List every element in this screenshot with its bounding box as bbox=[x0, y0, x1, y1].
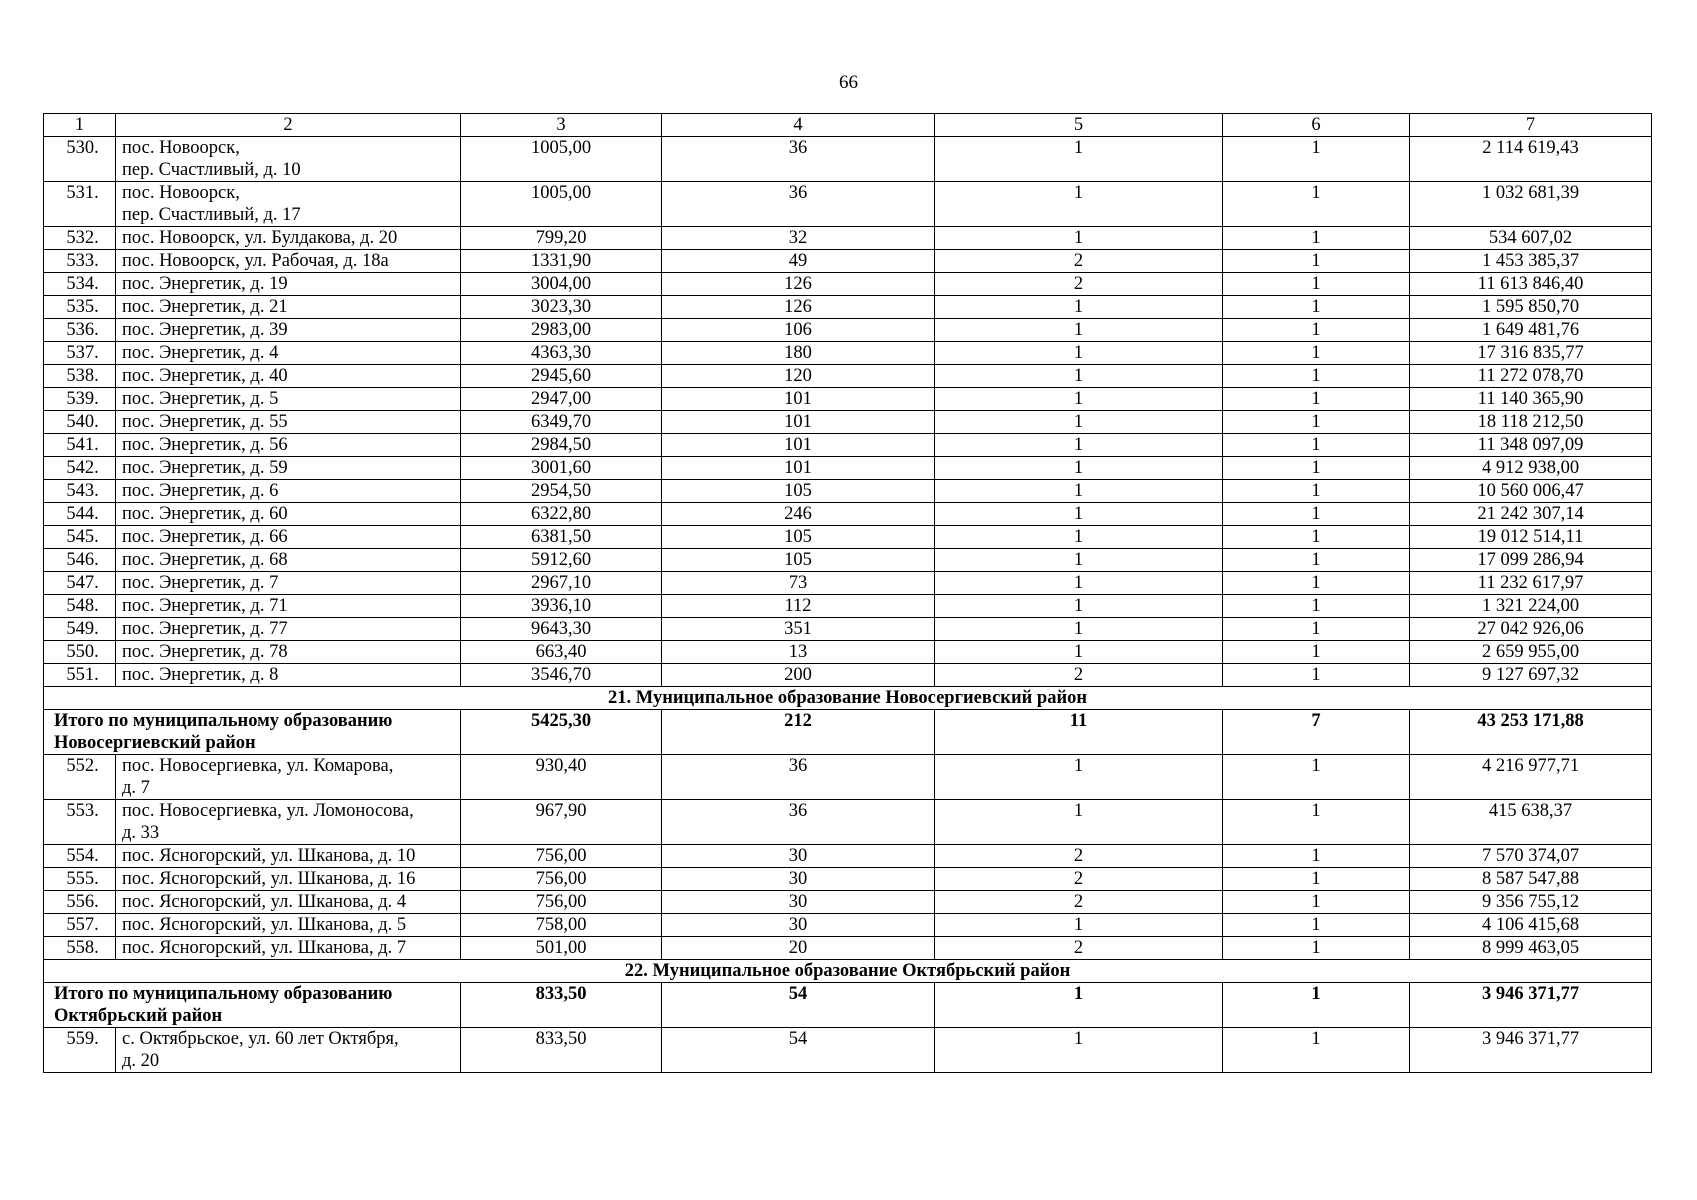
address-cell: пос. Энергетик, д. 40 bbox=[116, 365, 461, 388]
table-row bbox=[44, 342, 1652, 365]
total-row bbox=[44, 710, 1652, 755]
table-row bbox=[44, 227, 1652, 250]
row-number: 542. bbox=[44, 457, 116, 480]
residents-cell: 36 bbox=[662, 755, 935, 800]
count-6-cell: 1 bbox=[1223, 549, 1410, 572]
address-cell: пос. Энергетик, д. 77 bbox=[116, 618, 461, 641]
count-5-cell: 1 bbox=[935, 549, 1223, 572]
residents-cell: 73 bbox=[662, 572, 935, 595]
count-5-cell: 1 bbox=[935, 296, 1223, 319]
count-6-cell: 1 bbox=[1223, 342, 1410, 365]
residents-cell: 200 bbox=[662, 664, 935, 687]
count-6-cell: 1 bbox=[1223, 891, 1410, 914]
total-label: Итого по муниципальному образованию Октябрьский район bbox=[44, 983, 461, 1028]
column-header: 6 bbox=[1223, 114, 1410, 137]
count-5-cell: 2 bbox=[935, 937, 1223, 960]
address-cell: пос. Ясногорский, ул. Шканова, д. 7 bbox=[116, 937, 461, 960]
address-cell: пос. Энергетик, д. 21 bbox=[116, 296, 461, 319]
cost-cell: 4 106 415,68 bbox=[1410, 914, 1652, 937]
count-6-cell: 1 bbox=[1223, 572, 1410, 595]
count-5-cell: 1 bbox=[935, 572, 1223, 595]
count-5-cell: 1 bbox=[935, 388, 1223, 411]
area-cell: 1331,90 bbox=[461, 250, 662, 273]
row-number: 538. bbox=[44, 365, 116, 388]
table-row bbox=[44, 388, 1652, 411]
area-cell: 2947,00 bbox=[461, 388, 662, 411]
area-cell: 930,40 bbox=[461, 755, 662, 800]
table-row bbox=[44, 1028, 1652, 1073]
cost-cell: 11 232 617,97 bbox=[1410, 572, 1652, 595]
count-6-cell: 1 bbox=[1223, 480, 1410, 503]
area-cell: 799,20 bbox=[461, 227, 662, 250]
address-cell: пос. Новоорск, ул. Рабочая, д. 18а bbox=[116, 250, 461, 273]
address-cell: пос. Энергетик, д. 5 bbox=[116, 388, 461, 411]
residents-cell: 126 bbox=[662, 273, 935, 296]
section-heading-row bbox=[44, 687, 1652, 710]
address-cell: пос. Энергетик, д. 8 bbox=[116, 664, 461, 687]
count-5-cell: 1 bbox=[935, 411, 1223, 434]
table-row bbox=[44, 296, 1652, 319]
cost-cell: 1 032 681,39 bbox=[1410, 182, 1652, 227]
section-heading: 21. Муниципальное образование Новосергиевский район bbox=[44, 687, 1652, 710]
area-cell: 833,50 bbox=[461, 1028, 662, 1073]
count-6-cell: 1 bbox=[1223, 937, 1410, 960]
table-row bbox=[44, 755, 1652, 800]
residents-cell: 49 bbox=[662, 250, 935, 273]
table-row bbox=[44, 182, 1652, 227]
count-5-cell: 1 bbox=[935, 914, 1223, 937]
residents-cell: 36 bbox=[662, 800, 935, 845]
count-5-cell: 1 bbox=[935, 800, 1223, 845]
count-6-cell: 1 bbox=[1223, 503, 1410, 526]
cost-cell: 18 118 212,50 bbox=[1410, 411, 1652, 434]
row-number: 552. bbox=[44, 755, 116, 800]
table-row bbox=[44, 641, 1652, 664]
column-header: 1 bbox=[44, 114, 116, 137]
row-number: 559. bbox=[44, 1028, 116, 1073]
total-row bbox=[44, 983, 1652, 1028]
address-cell: пос. Энергетик, д. 68 bbox=[116, 549, 461, 572]
cost-cell: 2 114 619,43 bbox=[1410, 137, 1652, 182]
table-row bbox=[44, 480, 1652, 503]
cost-cell: 4 912 938,00 bbox=[1410, 457, 1652, 480]
address-cell: пос. Энергетик, д. 55 bbox=[116, 411, 461, 434]
total-count-5: 11 bbox=[935, 710, 1223, 755]
area-cell: 9643,30 bbox=[461, 618, 662, 641]
table-row bbox=[44, 595, 1652, 618]
residents-cell: 30 bbox=[662, 868, 935, 891]
area-cell: 756,00 bbox=[461, 868, 662, 891]
cost-cell: 2 659 955,00 bbox=[1410, 641, 1652, 664]
residents-cell: 101 bbox=[662, 457, 935, 480]
count-6-cell: 1 bbox=[1223, 365, 1410, 388]
total-count-6: 1 bbox=[1223, 983, 1410, 1028]
total-cost: 3 946 371,77 bbox=[1410, 983, 1652, 1028]
count-6-cell: 1 bbox=[1223, 914, 1410, 937]
area-cell: 5912,60 bbox=[461, 549, 662, 572]
row-number: 550. bbox=[44, 641, 116, 664]
count-6-cell: 1 bbox=[1223, 526, 1410, 549]
residents-cell: 36 bbox=[662, 137, 935, 182]
residents-cell: 20 bbox=[662, 937, 935, 960]
total-cost: 43 253 171,88 bbox=[1410, 710, 1652, 755]
count-5-cell: 1 bbox=[935, 457, 1223, 480]
address-cell: пос. Энергетик, д. 78 bbox=[116, 641, 461, 664]
residents-cell: 351 bbox=[662, 618, 935, 641]
address-cell: пос. Энергетик, д. 56 bbox=[116, 434, 461, 457]
area-cell: 1005,00 bbox=[461, 137, 662, 182]
count-5-cell: 2 bbox=[935, 250, 1223, 273]
address-cell: пос. Новосергиевка, ул. Комарова, д. 7 bbox=[116, 755, 461, 800]
address-cell: пос. Ясногорский, ул. Шканова, д. 4 bbox=[116, 891, 461, 914]
table-row bbox=[44, 914, 1652, 937]
residents-cell: 36 bbox=[662, 182, 935, 227]
page-number: 66 bbox=[839, 72, 858, 93]
table-body bbox=[44, 114, 1652, 1073]
area-cell: 663,40 bbox=[461, 641, 662, 664]
row-number: 543. bbox=[44, 480, 116, 503]
row-number: 548. bbox=[44, 595, 116, 618]
row-number: 557. bbox=[44, 914, 116, 937]
row-number: 530. bbox=[44, 137, 116, 182]
cost-cell: 17 099 286,94 bbox=[1410, 549, 1652, 572]
count-5-cell: 1 bbox=[935, 342, 1223, 365]
cost-cell: 27 042 926,06 bbox=[1410, 618, 1652, 641]
cost-cell: 415 638,37 bbox=[1410, 800, 1652, 845]
cost-cell: 4 216 977,71 bbox=[1410, 755, 1652, 800]
section-heading: 22. Муниципальное образование Октябрьский район bbox=[44, 960, 1652, 983]
residents-cell: 106 bbox=[662, 319, 935, 342]
address-cell: пос. Энергетик, д. 60 bbox=[116, 503, 461, 526]
count-6-cell: 1 bbox=[1223, 411, 1410, 434]
table-row bbox=[44, 549, 1652, 572]
address-cell: пос. Энергетик, д. 66 bbox=[116, 526, 461, 549]
row-number: 558. bbox=[44, 937, 116, 960]
area-cell: 3001,60 bbox=[461, 457, 662, 480]
count-5-cell: 1 bbox=[935, 227, 1223, 250]
address-cell: пос. Энергетик, д. 4 bbox=[116, 342, 461, 365]
table-row bbox=[44, 273, 1652, 296]
table-row bbox=[44, 800, 1652, 845]
count-6-cell: 1 bbox=[1223, 434, 1410, 457]
count-6-cell: 1 bbox=[1223, 800, 1410, 845]
address-cell: с. Октябрьское, ул. 60 лет Октября, д. 20 bbox=[116, 1028, 461, 1073]
address-cell: пос. Энергетик, д. 71 bbox=[116, 595, 461, 618]
cost-cell: 11 140 365,90 bbox=[1410, 388, 1652, 411]
row-number: 545. bbox=[44, 526, 116, 549]
row-number: 531. bbox=[44, 182, 116, 227]
row-number: 549. bbox=[44, 618, 116, 641]
count-5-cell: 1 bbox=[935, 365, 1223, 388]
residents-cell: 101 bbox=[662, 411, 935, 434]
table-row bbox=[44, 411, 1652, 434]
count-5-cell: 1 bbox=[935, 480, 1223, 503]
total-count-5: 1 bbox=[935, 983, 1223, 1028]
cost-cell: 534 607,02 bbox=[1410, 227, 1652, 250]
row-number: 536. bbox=[44, 319, 116, 342]
row-number: 537. bbox=[44, 342, 116, 365]
count-6-cell: 1 bbox=[1223, 250, 1410, 273]
address-cell: пос. Энергетик, д. 39 bbox=[116, 319, 461, 342]
residents-cell: 120 bbox=[662, 365, 935, 388]
count-5-cell: 1 bbox=[935, 503, 1223, 526]
area-cell: 4363,30 bbox=[461, 342, 662, 365]
area-cell: 967,90 bbox=[461, 800, 662, 845]
total-count-6: 7 bbox=[1223, 710, 1410, 755]
count-5-cell: 1 bbox=[935, 526, 1223, 549]
cost-cell: 1 321 224,00 bbox=[1410, 595, 1652, 618]
cost-cell: 10 560 006,47 bbox=[1410, 480, 1652, 503]
address-cell: пос. Энергетик, д. 19 bbox=[116, 273, 461, 296]
row-number: 546. bbox=[44, 549, 116, 572]
table-row bbox=[44, 937, 1652, 960]
row-number: 540. bbox=[44, 411, 116, 434]
row-number: 541. bbox=[44, 434, 116, 457]
residents-cell: 180 bbox=[662, 342, 935, 365]
area-cell: 2984,50 bbox=[461, 434, 662, 457]
row-number: 544. bbox=[44, 503, 116, 526]
residents-cell: 30 bbox=[662, 891, 935, 914]
column-header: 3 bbox=[461, 114, 662, 137]
area-cell: 2954,50 bbox=[461, 480, 662, 503]
section-heading-row bbox=[44, 960, 1652, 983]
area-cell: 6381,50 bbox=[461, 526, 662, 549]
residents-cell: 105 bbox=[662, 526, 935, 549]
row-number: 534. bbox=[44, 273, 116, 296]
table-row bbox=[44, 891, 1652, 914]
table-row bbox=[44, 572, 1652, 595]
address-cell: пос. Энергетик, д. 59 bbox=[116, 457, 461, 480]
residents-cell: 13 bbox=[662, 641, 935, 664]
cost-cell: 11 348 097,09 bbox=[1410, 434, 1652, 457]
row-number: 555. bbox=[44, 868, 116, 891]
cost-cell: 3 946 371,77 bbox=[1410, 1028, 1652, 1073]
area-cell: 6349,70 bbox=[461, 411, 662, 434]
area-cell: 6322,80 bbox=[461, 503, 662, 526]
count-5-cell: 2 bbox=[935, 273, 1223, 296]
row-number: 539. bbox=[44, 388, 116, 411]
table-row bbox=[44, 250, 1652, 273]
total-residents: 54 bbox=[662, 983, 935, 1028]
column-header: 5 bbox=[935, 114, 1223, 137]
address-cell: пос. Новоорск, пер. Счастливый, д. 10 bbox=[116, 137, 461, 182]
address-cell: пос. Новоорск, пер. Счастливый, д. 17 bbox=[116, 182, 461, 227]
cost-cell: 7 570 374,07 bbox=[1410, 845, 1652, 868]
area-cell: 758,00 bbox=[461, 914, 662, 937]
count-6-cell: 1 bbox=[1223, 227, 1410, 250]
row-number: 556. bbox=[44, 891, 116, 914]
count-6-cell: 1 bbox=[1223, 755, 1410, 800]
table-row bbox=[44, 503, 1652, 526]
count-6-cell: 1 bbox=[1223, 319, 1410, 342]
cost-cell: 1 649 481,76 bbox=[1410, 319, 1652, 342]
count-6-cell: 1 bbox=[1223, 273, 1410, 296]
address-cell: пос. Энергетик, д. 6 bbox=[116, 480, 461, 503]
count-6-cell: 1 bbox=[1223, 595, 1410, 618]
table-row bbox=[44, 526, 1652, 549]
cost-cell: 1 453 385,37 bbox=[1410, 250, 1652, 273]
row-number: 553. bbox=[44, 800, 116, 845]
area-cell: 3546,70 bbox=[461, 664, 662, 687]
count-5-cell: 1 bbox=[935, 1028, 1223, 1073]
area-cell: 3023,30 bbox=[461, 296, 662, 319]
count-5-cell: 1 bbox=[935, 137, 1223, 182]
area-cell: 2967,10 bbox=[461, 572, 662, 595]
count-6-cell: 1 bbox=[1223, 137, 1410, 182]
count-5-cell: 1 bbox=[935, 641, 1223, 664]
table-row bbox=[44, 137, 1652, 182]
area-cell: 3004,00 bbox=[461, 273, 662, 296]
address-cell: пос. Ясногорский, ул. Шканова, д. 10 bbox=[116, 845, 461, 868]
cost-cell: 8 587 547,88 bbox=[1410, 868, 1652, 891]
area-cell: 756,00 bbox=[461, 845, 662, 868]
count-6-cell: 1 bbox=[1223, 618, 1410, 641]
count-5-cell: 2 bbox=[935, 845, 1223, 868]
residents-cell: 105 bbox=[662, 549, 935, 572]
count-5-cell: 2 bbox=[935, 868, 1223, 891]
count-6-cell: 1 bbox=[1223, 457, 1410, 480]
column-header: 4 bbox=[662, 114, 935, 137]
count-5-cell: 1 bbox=[935, 319, 1223, 342]
count-6-cell: 1 bbox=[1223, 182, 1410, 227]
cost-cell: 8 999 463,05 bbox=[1410, 937, 1652, 960]
count-6-cell: 1 bbox=[1223, 845, 1410, 868]
count-6-cell: 1 bbox=[1223, 296, 1410, 319]
data-table bbox=[43, 113, 1652, 1073]
cost-cell: 9 127 697,32 bbox=[1410, 664, 1652, 687]
residents-cell: 54 bbox=[662, 1028, 935, 1073]
area-cell: 2945,60 bbox=[461, 365, 662, 388]
residents-cell: 105 bbox=[662, 480, 935, 503]
address-cell: пос. Энергетик, д. 7 bbox=[116, 572, 461, 595]
address-cell: пос. Ясногорский, ул. Шканова, д. 16 bbox=[116, 868, 461, 891]
column-header: 2 bbox=[116, 114, 461, 137]
cost-cell: 19 012 514,11 bbox=[1410, 526, 1652, 549]
cost-cell: 11 272 078,70 bbox=[1410, 365, 1652, 388]
table-row bbox=[44, 319, 1652, 342]
residents-cell: 112 bbox=[662, 595, 935, 618]
table-row bbox=[44, 618, 1652, 641]
area-cell: 756,00 bbox=[461, 891, 662, 914]
row-number: 535. bbox=[44, 296, 116, 319]
residents-cell: 32 bbox=[662, 227, 935, 250]
table-row bbox=[44, 434, 1652, 457]
total-area: 833,50 bbox=[461, 983, 662, 1028]
residents-cell: 246 bbox=[662, 503, 935, 526]
count-5-cell: 1 bbox=[935, 595, 1223, 618]
residents-cell: 30 bbox=[662, 914, 935, 937]
area-cell: 501,00 bbox=[461, 937, 662, 960]
table-row bbox=[44, 845, 1652, 868]
column-header: 7 bbox=[1410, 114, 1652, 137]
count-6-cell: 1 bbox=[1223, 664, 1410, 687]
count-5-cell: 1 bbox=[935, 755, 1223, 800]
address-cell: пос. Ясногорский, ул. Шканова, д. 5 bbox=[116, 914, 461, 937]
count-5-cell: 1 bbox=[935, 434, 1223, 457]
row-number: 551. bbox=[44, 664, 116, 687]
count-6-cell: 1 bbox=[1223, 641, 1410, 664]
residents-cell: 101 bbox=[662, 388, 935, 411]
row-number: 533. bbox=[44, 250, 116, 273]
total-label: Итого по муниципальному образованию Новосергиевский район bbox=[44, 710, 461, 755]
residents-cell: 30 bbox=[662, 845, 935, 868]
table-row bbox=[44, 664, 1652, 687]
row-number: 532. bbox=[44, 227, 116, 250]
count-6-cell: 1 bbox=[1223, 1028, 1410, 1073]
table-row bbox=[44, 365, 1652, 388]
count-5-cell: 1 bbox=[935, 182, 1223, 227]
row-number: 547. bbox=[44, 572, 116, 595]
table-row bbox=[44, 868, 1652, 891]
count-5-cell: 2 bbox=[935, 891, 1223, 914]
cost-cell: 9 356 755,12 bbox=[1410, 891, 1652, 914]
area-cell: 2983,00 bbox=[461, 319, 662, 342]
row-number: 554. bbox=[44, 845, 116, 868]
residents-cell: 126 bbox=[662, 296, 935, 319]
cost-cell: 17 316 835,77 bbox=[1410, 342, 1652, 365]
total-residents: 212 bbox=[662, 710, 935, 755]
count-5-cell: 1 bbox=[935, 618, 1223, 641]
count-6-cell: 1 bbox=[1223, 388, 1410, 411]
column-header-row bbox=[44, 114, 1652, 137]
count-6-cell: 1 bbox=[1223, 868, 1410, 891]
count-5-cell: 2 bbox=[935, 664, 1223, 687]
residents-cell: 101 bbox=[662, 434, 935, 457]
table-row bbox=[44, 457, 1652, 480]
cost-cell: 1 595 850,70 bbox=[1410, 296, 1652, 319]
address-cell: пос. Новоорск, ул. Булдакова, д. 20 bbox=[116, 227, 461, 250]
total-area: 5425,30 bbox=[461, 710, 662, 755]
address-cell: пос. Новосергиевка, ул. Ломоносова, д. 33 bbox=[116, 800, 461, 845]
cost-cell: 11 613 846,40 bbox=[1410, 273, 1652, 296]
area-cell: 3936,10 bbox=[461, 595, 662, 618]
area-cell: 1005,00 bbox=[461, 182, 662, 227]
cost-cell: 21 242 307,14 bbox=[1410, 503, 1652, 526]
